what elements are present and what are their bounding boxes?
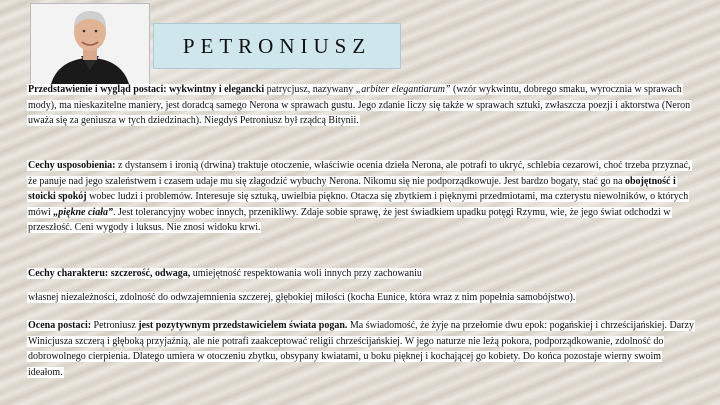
paragraph-appearance: Przedstawienie i wygląd postaci: wykwintny i elegancki patrycjusz, nazywany „arbiter elegantiarum” (wzór wykwintu, dobrego smaku, wyrocznia w sprawach mody), ma nieskazitelne maniery, jest doradcą samego Nerona w sprawach gustu. Jego zdanie liczy się także w sprawach sztuki, zwłaszcza poezji i aktorstwa (Neron uważa się za geniusza w tych dziedzinach). Niegdyś Petroniusz był rządcą Bitynii. — [28, 84, 691, 126]
portrait-photo — [30, 3, 150, 85]
bold-phrase: jest pozytywnym przedstawicielem świata pogan. — [138, 320, 348, 331]
bold-phrase: szczerość, odwaga, — [110, 268, 191, 279]
paragraph-character: Cechy charakteru: szczerość, odwaga, umiejętność respektowania woli innych przy zachowaniu — [28, 268, 422, 279]
paragraph-character-cont: własnej niezależności, zdolność do odwzajemnienia szczerej, głębokiej miłości (kocha Eunice, która wraz z nim popełnia samobójstwo). — [28, 292, 576, 303]
paragraph-assessment: Ocena postaci: Petroniusz jest pozytywnym przedstawicielem świata pogan. Ma świadomość, że żyje na przełomie dwu epok: pogańskiej i chrześcijańskiej. Darzy Winicjusza szczerą i głęboką przyjaźnią, ale nie potrafi zaakceptować religii chrześcijańskiej. W jego naturze nie leżą pokora, podporządkowanie, zdolność do dobrowolnego cierpienia. Dlatego umiera w otoczeniu zbytku, obsypany kwiatami, u boku pięknej i kochającej go kobiety. Do końca pozostaje wierny swoim ideałom. — [28, 320, 694, 378]
italic-phrase: „arbiter elegantiarum” — [355, 84, 451, 95]
bold-phrase: obojętność i stoicki spokój — [28, 175, 676, 202]
title-box — [153, 23, 401, 69]
paragraph-lead: Cechy charakteru: — [28, 268, 109, 279]
bold-phrase: wykwintny i elegancki — [169, 84, 265, 95]
italic-phrase: „piękne ciała” — [53, 206, 113, 218]
paragraph-lead: Ocena postaci: — [28, 320, 92, 331]
paragraph-lead: Cechy usposobienia: — [28, 160, 116, 171]
page-title: PETRONIUSZ — [182, 33, 372, 58]
portrait-illustration — [31, 4, 149, 84]
paragraph-lead: Przedstawienie i wygląd postaci: — [28, 84, 167, 95]
paragraph-temperament: Cechy usposobienia: z dystansem i ironią (drwina) traktuje otoczenie, właściwie ocenia dzieła Nerona, ale potrafi to ukryć, schlebia cezarowi, choć trzeba przyznać, że panuje nad jego szaleństwem i czasem udaje mu się złagodzić wybuchy Nerona. Nikomu się nie podporządkowuje. Jest bardzo bogaty, stać go na obojętność i stoicki spokój wobec ludzi i problemów. Interesuje się sztuką, uwielbia piękno. Otacza się zbytkiem i pięknymi przedmiotami, ma czterystu niewolników, o których mówi „piękne ciała”. Jest tolerancyjny wobec innych, przenikliwy. Zdaje sobie sprawę, że jest świadkiem upadku potęgi Rzymu, wie, że jego świat odchodzi w przeszłość. Ceni wygody i luksus. Nie znosi widoku krwi. — [28, 160, 691, 233]
